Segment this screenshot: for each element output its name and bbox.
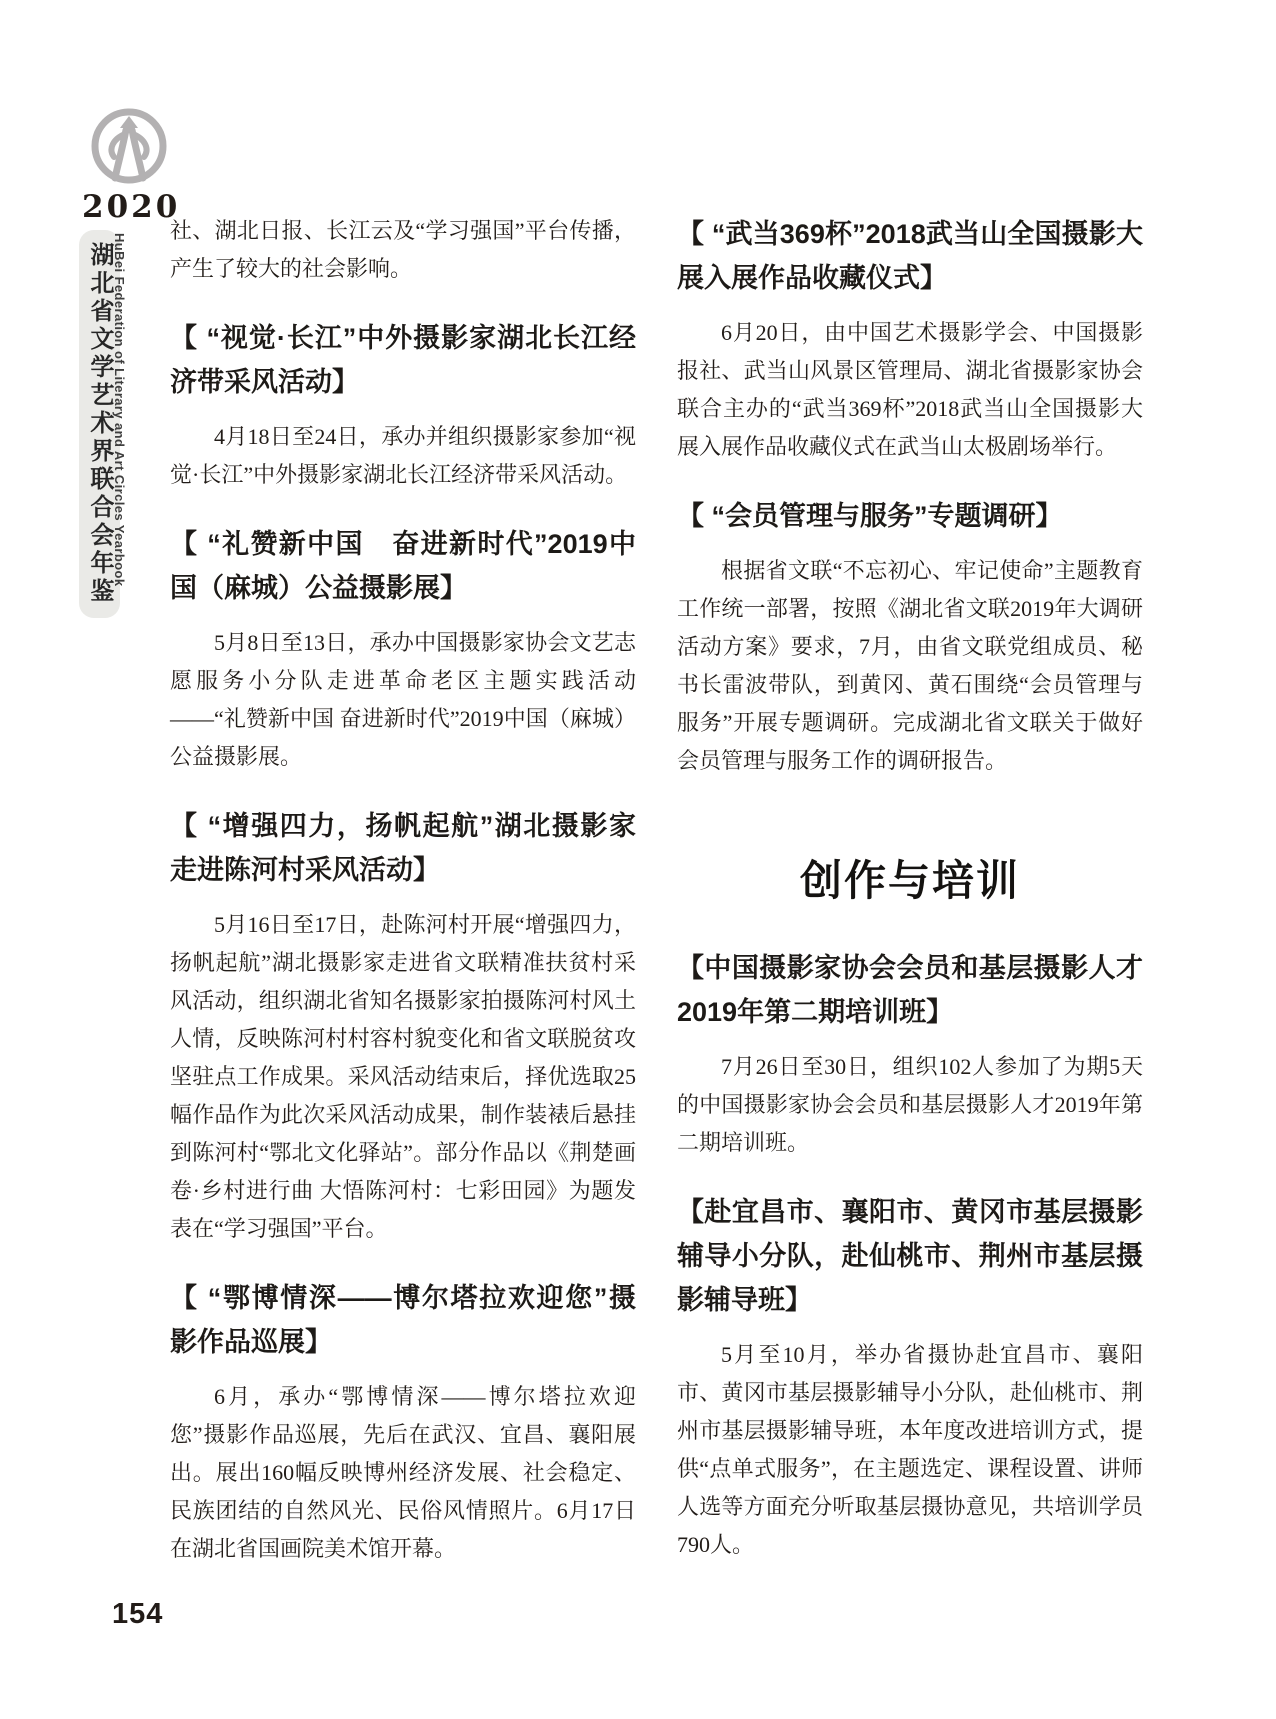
entry-body: 6月，承办“鄂博情深——博尔塔拉欢迎您”摄影作品巡展，先后在武汉、宜昌、襄阳展出。展出160幅反映博州经济发展、社会稳定、民族团结的自然风光、民俗风情照片。6月17日在湖北省国画院美术馆开幕。 <box>170 1384 636 1561</box>
federation-logo-icon <box>87 104 171 188</box>
entry <box>170 804 636 1248</box>
entry-heading: 【 “视觉·长江”中外摄影家湖北长江经济带采风活动】 <box>170 323 636 397</box>
entry <box>170 522 636 776</box>
entry-heading: 【中国摄影家协会会员和基层摄影人才2019年第二期培训班】 <box>677 953 1143 1027</box>
entry-heading: 【 “武当369杯”2018武当山全国摄影大展入展作品收藏仪式】 <box>677 219 1143 293</box>
sidebar-title-english: HuBei Federation of Literary and Art Circles Yearbook <box>112 233 127 587</box>
entry <box>677 946 1143 1162</box>
entry-heading: 【赴宜昌市、襄阳市、黄冈市基层摄影辅导小分队，赴仙桃市、荆州市基层摄影辅导班】 <box>677 1197 1143 1315</box>
section-title: 创作与培训 <box>799 857 1020 904</box>
entry-heading: 【 “鄂博情深——博尔塔拉欢迎您”摄影作品巡展】 <box>170 1283 636 1357</box>
logo-year: 2020 <box>82 189 181 225</box>
entry <box>677 1190 1143 1564</box>
entry-body: 7月26日至30日，组织102人参加了为期5天的中国摄影家协会会员和基层摄影人才2019年第二期培训班。 <box>677 1054 1143 1155</box>
entry-body: 5月至10月，举办省摄协赴宜昌市、襄阳市、黄冈市基层摄影辅导小分队，赴仙桃市、荆州市基层摄影辅导班，本年度改进培训方式，提供“点单式服务”，在主题选定、课程设置、讲师人选等方面充分听取基层摄协意见，共培训学员790人。 <box>677 1342 1143 1557</box>
entry-body: 5月16日至17日，赴陈河村开展“增强四力，扬帆起航”湖北摄影家走进省文联精准扶贫村采风活动，组织湖北省知名摄影家拍摄陈河村风土人情，反映陈河村村容村貌变化和省文联脱贫攻坚驻点工作成果。采风活动结束后，择优选取25幅作品作为此次采风活动成果，制作装裱后悬挂到陈河村“鄂北文化驿站”。部分作品以《荆楚画卷·乡村进行曲 大悟陈河村：七彩田园》为题发表在“学习强国”平台。 <box>170 912 636 1241</box>
page-content <box>170 212 1143 1568</box>
entry <box>677 212 1143 466</box>
entry-body: 根据省文联“不忘初心、牢记使命”主题教育工作统一部署，按照《湖北省文联2019年大调研活动方案》要求，7月，由省文联党组成员、秘书长雷波带队，到黄冈、黄石围绕“会员管理与服务”开展专题调研。完成湖北省文联关于做好会员管理与服务工作的调研报告。 <box>677 558 1143 773</box>
corner-emblem <box>74 104 184 225</box>
sidebar-title-chinese: 湖北省文学艺术界联合会年鉴 <box>79 230 120 618</box>
entry <box>677 494 1143 780</box>
entry-body: 5月8日至13日，承办中国摄影家协会文艺志愿服务小分队走进革命老区主题实践活动——“礼赞新中国 奋进新时代”2019中国（麻城）公益摄影展。 <box>170 630 636 769</box>
continued-paragraph: 社、湖北日报、长江云及“学习强国”平台传播，产生了较大的社会影响。 <box>170 218 636 281</box>
left-column <box>170 212 636 1568</box>
entry-heading: 【 “会员管理与服务”专题调研】 <box>677 501 1063 531</box>
entry <box>170 316 636 494</box>
page-number: 154 <box>112 1598 164 1630</box>
entry-body: 6月20日，由中国艺术摄影学会、中国摄影报社、武当山风景区管理局、湖北省摄影家协会联合主办的“武当369杯”2018武当山全国摄影大展入展作品收藏仪式在武当山太极剧场举行。 <box>677 320 1143 459</box>
entry-heading: 【 “增强四力，扬帆起航”湖北摄影家走进陈河村采风活动】 <box>170 811 636 885</box>
entry-body: 4月18日至24日，承办并组织摄影家参加“视觉·长江”中外摄影家湖北长江经济带采风活动。 <box>170 424 636 487</box>
entry-heading: 【 “礼赞新中国 奋进新时代”2019中国（麻城）公益摄影展】 <box>170 529 636 603</box>
right-column <box>677 212 1143 1568</box>
entry <box>170 1276 636 1568</box>
